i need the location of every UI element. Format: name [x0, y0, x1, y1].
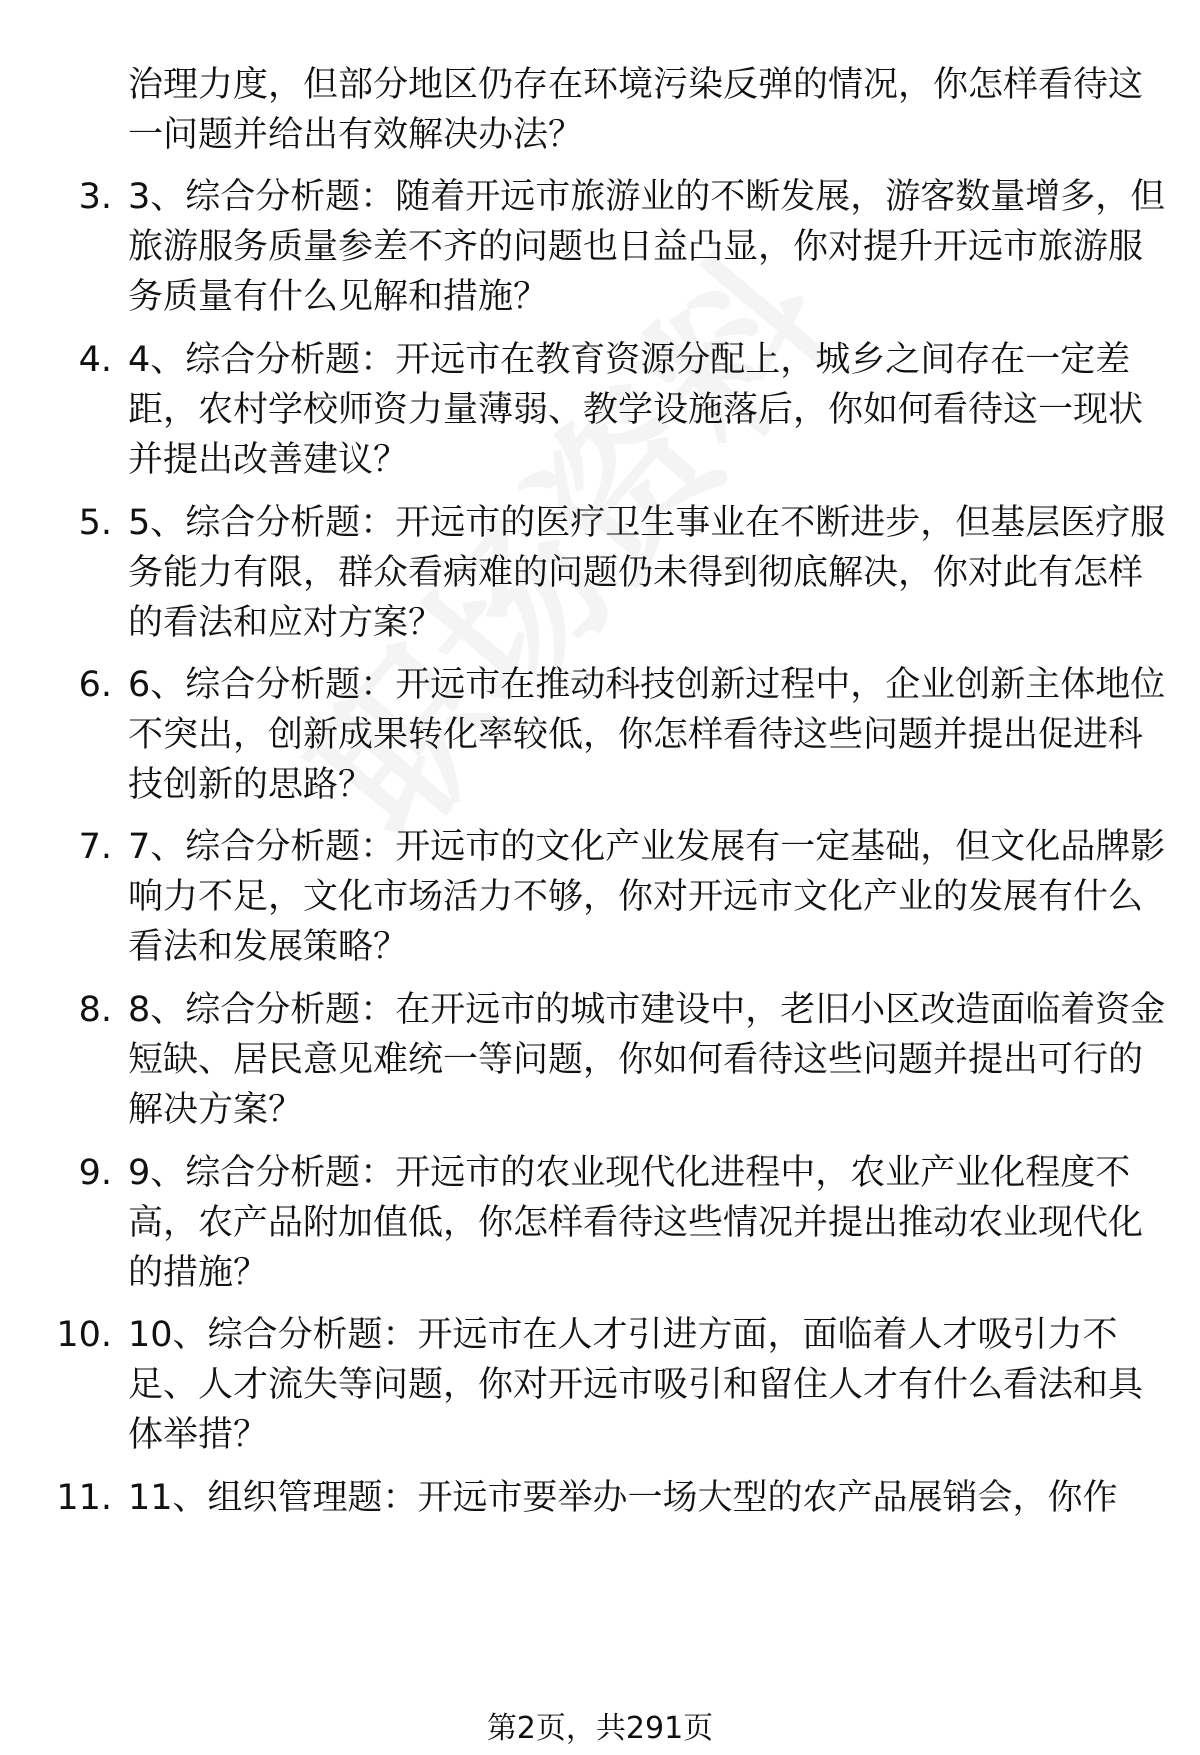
- question-text: 4、综合分析题：开远市在教育资源分配上，城乡之间存在一定差距，农村学校师资力量薄弱、教学设施落后，你如何看待这一现状并提出改善建议？: [128, 340, 1144, 480]
- question-text: 8、综合分析题：在开远市的城市建设中，老旧小区改造面临着资金短缺、居民意见难统一等问题，你如何看待这些问题并提出可行的解决方案？: [128, 990, 1166, 1130]
- question-number: 6.: [78, 665, 112, 705]
- question-text: 6、综合分析题：开远市在推动科技创新过程中，企业创新主体地位不突出，创新成果转化率较低，你怎样看待这些问题并提出促进科技创新的思路？: [128, 665, 1166, 805]
- question-number: 9.: [78, 1153, 112, 1193]
- question-text: 9、综合分析题：开远市的农业现代化进程中，农业产业化程度不高，农产品附加值低，你怎样看待这些情况并提出推动农业现代化的措施？: [128, 1153, 1144, 1293]
- question-number: 7.: [78, 827, 112, 867]
- question-number: 10.: [56, 1315, 112, 1355]
- question-number: 4.: [78, 340, 112, 380]
- question-text: 10、综合分析题：开远市在人才引进方面，面临着人才吸引力不足、人才流失等问题，你对开远市吸引和留住人才有什么看法和具体举措？: [128, 1315, 1144, 1455]
- question-text: 11、组织管理题：开远市要举办一场大型的农产品展销会，你作: [128, 1478, 1118, 1518]
- question-number: 8.: [78, 990, 112, 1030]
- question-text: 5、综合分析题：开远市的医疗卫生事业在不断进步，但基层医疗服务能力有限，群众看病难的问题仍未得到彻底解决，你对此有怎样的看法和应对方案？: [128, 503, 1166, 643]
- continuation-text: 治理力度，但部分地区仍存在环境污染反弹的情况，你怎样看待这一问题并给出有效解决办法？: [128, 65, 1144, 155]
- question-text: 7、综合分析题：开远市的文化产业发展有一定基础，但文化品牌影响力不足，文化市场活力不够，你对开远市文化产业的发展有什么看法和发展策略？: [128, 827, 1166, 967]
- question-text: 3、综合分析题：随着开远市旅游业的不断发展，游客数量增多，但旅游服务质量参差不齐的问题也日益凸显，你对提升开远市旅游服务质量有什么见解和措施？: [128, 177, 1166, 317]
- question-number: 11.: [56, 1478, 112, 1518]
- question-number: 3.: [78, 177, 112, 217]
- page-footer: 第2页，共291页: [486, 1711, 714, 1746]
- question-number: 5.: [78, 503, 112, 543]
